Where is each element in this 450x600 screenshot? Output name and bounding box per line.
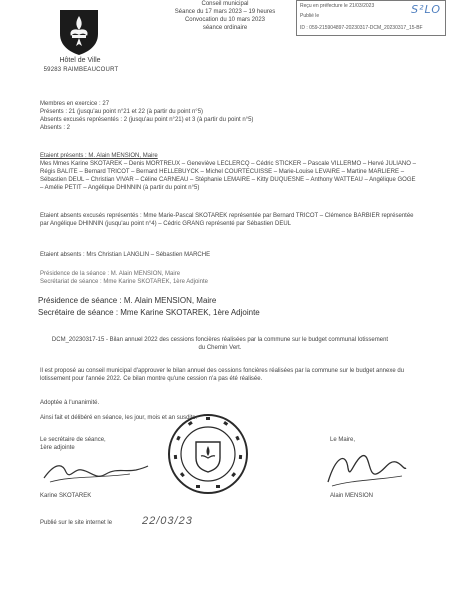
absent-list: Etaient absents : Mrs Christian LANGLIN – Sébastien MARCHE (40, 252, 211, 258)
represented-list: Etaient absents excusés représentés : Mme Marie-Pascal SKOTAREK représentée par Bernard TRICOT – Clémence BARBIER représentée par Angélique DHINNIN (jusqu'au point n°4) – Cédric GRANG représenté par Sébastien DEUL (40, 213, 414, 227)
adoption-statement: Adoptée à l'unanimité. (40, 400, 100, 406)
receipt-id: ID : 059-215904897-20230317-DCM_20230317_15-BF (300, 25, 423, 31)
presidency-small: Présidence de la séance : M. Alain MENSION, Maire (40, 271, 181, 277)
secretary-handwritten-signature (40, 458, 150, 486)
closing-statement: Ainsi fait et délibéré en séance, les jour, mois et an susdits. (40, 415, 198, 421)
deliberation-body: Il est proposé au conseil municipal d'approuver le bilan annuel des cessions foncières réalisées par la commune sur le budget annexe du lotissement pour l'année 2022. Ce bilan montre qu'une cession n'a pas été réalisée. (40, 368, 405, 382)
secretary-name: Karine SKOTAREK (40, 493, 92, 499)
secretariat-small: Secrétariat de séance : Mme Karine SKOTAREK, 1ère Adjointe (40, 279, 208, 285)
publication-label: Publié sur le site internet le (40, 520, 113, 526)
council-line: séance ordinaire (202, 25, 248, 31)
members-represented: Absents excusés représentés : 2 (jusqu'au point n°21) et 3 (à partir du point n°5) (40, 117, 254, 123)
mayor-handwritten-signature (318, 446, 408, 492)
present-list: Mes Mmes Karine SKOTAREK – Denis MORTREUX – Geneviève LECLERCQ – Cédric STICKER – Pascale VILLERMO – Hervé JULIANO – Régis BALITE – Bernard TRICOT – Bernard HELLEBUYCK – Michel COURTECUISSE – Marie-Louise LEVAIRE – Martine MARLIERE – Sébastien DEUL – Christian VIVAR – Céline CARNEAU – Stéphanie LEMAIRE – Kitty DUQUESNE – Anthony WATTEAU – Angélique GOGE – Amélie PETIT – Angélique DHINNIN (à partir du point n°5) (40, 161, 416, 191)
town-address: 59283 RAIMBEAUCOURT (43, 67, 119, 73)
prefecture-receipt-box (296, 0, 446, 36)
council-line: Séance du 17 mars 2023 – 19 heures (174, 9, 276, 15)
members-absent: Absents : 2 (40, 125, 71, 131)
session-secretary: Secrétaire de séance : Mme Karine SKOTAREK, 1ère Adjointe (38, 308, 260, 317)
town-hall-official-seal (166, 412, 250, 496)
mayor-name: Alain MENSION (330, 493, 374, 499)
council-session-info (150, 0, 300, 32)
receipt-published: Publié le (300, 13, 320, 19)
secretary-signature-block (40, 436, 120, 452)
publication-date: 22/03/23 (142, 515, 193, 527)
secretary-title: Le secrétaire de séance, (40, 437, 106, 443)
town-hall-label: Hôtel de Ville (59, 57, 101, 64)
members-present: Présents : 21 (jusqu'au point n°21 et 22 (à partir du point n°5) (40, 109, 204, 115)
town-coat-of-arms (58, 8, 100, 56)
secretary-role: 1ère adjointe (40, 445, 75, 451)
mayor-title: Le Maire, (330, 437, 356, 443)
present-heading (40, 152, 158, 160)
session-president: Présidence de séance : M. Alain MENSION, Maire (38, 296, 217, 305)
s2lo-stamp: S²LO (411, 3, 441, 16)
members-in-office: Membres en exercice : 27 (40, 101, 110, 107)
receipt-date: Reçu en préfecture le 21/03/2023 (300, 3, 375, 9)
council-line: Conseil municipal (201, 1, 249, 7)
present-lead: Etaient présents : M. Alain MENSION, Maire (40, 153, 158, 159)
council-line: Convocation du 10 mars 2023 (184, 17, 266, 23)
deliberation-title: DCM_20230317-15 - Bilan annuel 2022 des cessions foncières réalisées par la commune sur le budget communal lotissement du Chemin Vert. (51, 337, 389, 351)
